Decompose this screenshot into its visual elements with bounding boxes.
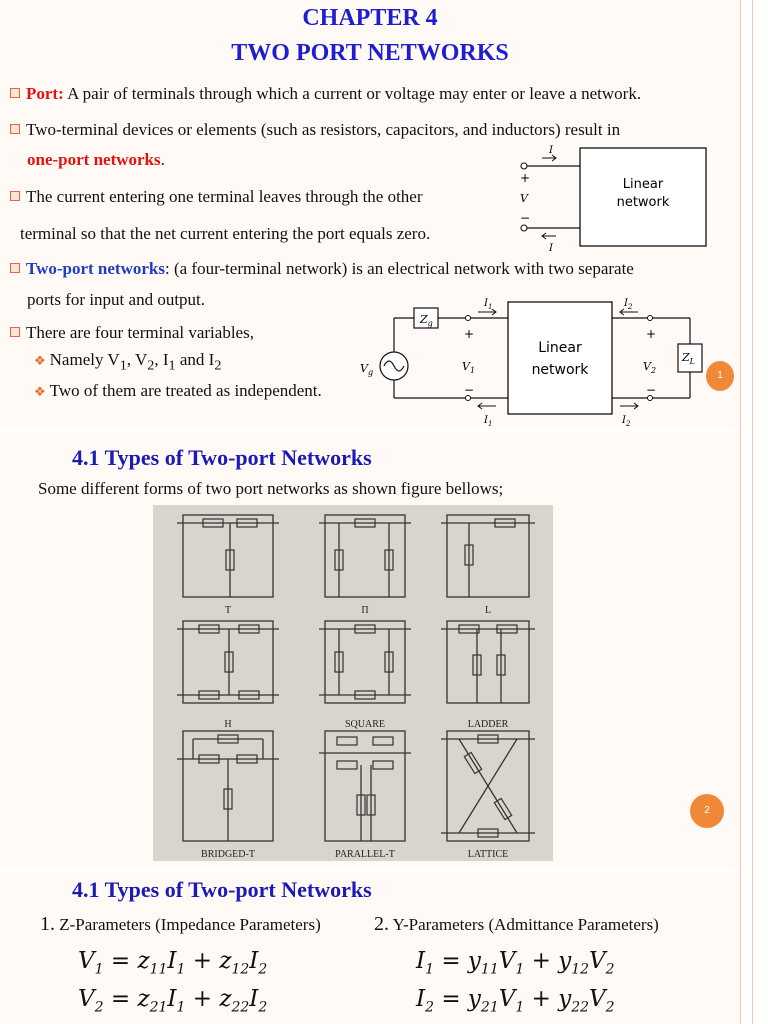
y2-t2-sub: 22 [571,999,590,1016]
two-port-text: : (a four-terminal network) is an electrical network with two separate [164,259,634,278]
two-terminal-text: Two-terminal devices or elements (such as resistors, capacitors, and inductors) result in [26,120,621,139]
one-port-network-diagram [512,142,718,254]
figure-caption: Π [361,605,369,616]
figure-caption: PARALLEL-T [335,849,395,860]
diamond-bullet-icon: ❖ [34,353,46,368]
network-forms-figure [153,505,553,861]
port-definition [10,84,641,104]
independent-line [34,381,322,401]
arrow-left-icon [542,233,556,239]
v1-subscript: 1 [469,366,476,375]
page-number-badge-partial: 1 [706,361,734,391]
namely-and: and I [175,350,215,369]
terminal-1a [466,316,471,321]
y2-t2: y [558,986,572,1012]
y2-t1-sub: 21 [480,999,499,1016]
z1-t1-sub: 11 [149,961,168,978]
sub-v1: 1 [119,357,127,374]
z1-lhs: V [78,948,95,974]
z1-t1-var: I [167,948,177,974]
figure-caption: LADDER [467,719,509,730]
y2-t1-var-sub: 1 [515,999,525,1016]
y-equation-2 [416,986,615,1016]
one-port-suffix: . [160,150,165,169]
z1-lhs-sub: 1 [94,961,104,978]
z-parameters-title [40,913,321,936]
i2-top-symbol: I [624,298,628,309]
z1-t2-var-sub: 2 [258,961,268,978]
slide-3 [0,872,740,1024]
v2-label [643,360,656,375]
y1-lhs: I [416,948,426,974]
z2-lhs-sub: 2 [94,999,104,1016]
v2-symbol: V [643,360,651,373]
two-port-box-label-1: Linear [538,340,582,356]
four-variables-line [10,323,254,343]
v1-label [462,360,475,375]
y1-t1-sub: 11 [480,961,499,978]
z1-t2: z [219,948,232,974]
network-forms-svg [153,505,553,861]
current-bottom-label: I [549,243,553,254]
minus-sign-2: − [646,383,657,397]
two-terminal-line [10,120,620,140]
two-port-term: Two-port networks [26,259,165,278]
figure-caption: L [484,605,492,616]
current-top-label: I [549,145,553,156]
z-equation-2 [78,986,267,1016]
y1-t1-var: V [498,948,516,974]
current-line-1 [10,187,423,207]
i1-top-symbol: I [484,298,488,309]
zg-subscript: g [427,319,433,328]
i2-bottom-subscript: 2 [625,420,631,428]
arrow-left-icon [478,403,496,409]
z2-eq: = [103,986,138,1012]
vg-symbol: V [360,362,368,375]
y2-t1: y [467,986,481,1012]
namely-sep1: , V [126,350,148,369]
port-text: A pair of terminals through which a current or voltage may enter or leave a network. [63,84,642,103]
y2-eq: = [434,986,468,1012]
y1-plus: + [524,948,559,974]
two-port-box-label-2: network [531,362,589,378]
paper-background [153,505,553,861]
y2-t1-var: V [498,986,516,1012]
right-rail-line [740,0,741,1024]
y1-eq: = [434,948,468,974]
sub-i1: 1 [168,357,176,374]
figure-caption: H [224,719,232,730]
v1-symbol: V [462,360,470,373]
slide-1 [0,0,740,428]
box-label-2: network [616,195,670,210]
y1-t1-var-sub: 1 [515,961,525,978]
minus-sign-1: − [464,383,475,397]
z1-plus: + [185,948,220,974]
sub-v2: 2 [147,357,155,374]
zg-symbol: Z [420,313,428,326]
i1-top-label [483,298,492,311]
terminal-2a [648,316,653,321]
arrow-right-icon [620,403,638,409]
z2-t1-sub: 21 [149,999,168,1016]
y-equation-1 [416,948,615,978]
two-port-line-2: ports for input and output. [27,290,206,309]
z2-t2-var-sub: 2 [258,999,268,1016]
i1-bottom-symbol: I [484,415,488,426]
z2-t1-var: I [167,986,177,1012]
square-bullet-icon [10,263,20,273]
figure-caption: T [224,605,232,616]
two-port-line [10,259,634,279]
y2-lhs: I [416,986,426,1012]
square-bullet-icon [10,88,20,98]
z1-eq: = [103,948,138,974]
y-number: 2. [374,913,389,935]
chapter-title: CHAPTER 4 [302,5,438,31]
y2-t2-var-sub: 2 [605,999,615,1016]
i1-top-subscript: 1 [487,303,493,311]
zl-symbol: Z [682,351,690,364]
i1-bottom-subscript: 1 [487,420,493,428]
y1-t2-sub: 12 [571,961,590,978]
y1-lhs-sub: 1 [425,961,435,978]
four-variables-text: There are four terminal variables, [26,323,254,342]
plus-sign-1: + [464,327,475,341]
z2-t1-var-sub: 1 [176,999,186,1016]
i1-bottom-label [483,415,492,428]
current-text-1: The current entering one terminal leaves through the other [26,187,423,206]
y2-t2-var: V [589,986,606,1012]
square-bullet-icon [10,327,20,337]
section-intro: Some different forms of two port networks as shown figure bellows; [38,479,504,498]
y1-t2: y [558,948,572,974]
z-equation-1 [78,948,267,978]
zl-subscript: L [689,357,695,366]
namely-sep2: , I [154,350,169,369]
namely-line [34,350,221,374]
z2-plus: + [185,986,220,1012]
y1-t1: y [467,948,481,974]
i2-bottom-label [621,415,631,428]
i2-bottom-symbol: I [622,415,626,426]
two-port-network-diagram [358,294,706,428]
section-heading-2: 4.1 Types of Two-port Networks [72,877,372,902]
box-label-1: Linear [622,177,664,192]
voltage-label: V [520,192,528,205]
square-bullet-icon [10,124,20,134]
y1-t2-var-sub: 2 [605,961,615,978]
namely-text: Namely V [49,350,120,369]
z2-t2-sub: 22 [231,999,250,1016]
y-parameters-title [374,913,659,936]
chapter-subtitle: TWO PORT NETWORKS [231,40,509,66]
sub-i2: 2 [214,357,222,374]
z2-t2-var: I [249,986,259,1012]
page-number-badge: 2 [690,794,724,828]
z-number: 1. [40,913,55,935]
plus-sign: + [520,171,531,185]
z1-t1-var-sub: 1 [176,961,186,978]
y2-plus: + [524,986,559,1012]
z-label: Z-Parameters (Impedance Parameters) [55,915,321,934]
i2-top-label [623,298,633,311]
square-bullet-icon [10,191,20,201]
independent-text: Two of them are treated as independent. [49,381,322,400]
y-label: Y-Parameters (Admittance Parameters) [389,915,659,934]
figure-caption: LATTICE [467,849,509,860]
vg-label [360,362,373,377]
z2-t2: z [219,986,232,1012]
port-term: Port: [26,84,64,103]
v2-subscript: 2 [650,366,657,375]
minus-sign: − [520,211,531,225]
plus-sign-2: + [646,327,657,341]
y2-lhs-sub: 2 [425,999,435,1016]
one-port-term: one-port networks [27,150,161,169]
terminal-bottom [521,225,527,231]
z1-t2-sub: 12 [231,961,250,978]
z2-lhs: V [78,986,95,1012]
i2-top-subscript: 2 [627,303,633,311]
y1-t2-var: V [589,948,606,974]
two-port-box [508,302,612,414]
diamond-bullet-icon: ❖ [34,384,46,399]
section-heading: 4.1 Types of Two-port Networks [72,445,372,470]
one-port-line [27,150,165,170]
vg-subscript: g [367,368,374,377]
z1-t2-var: I [249,948,259,974]
z1-t1: z [137,948,150,974]
right-rail-line [752,0,753,1024]
terminal-top [521,163,527,169]
z2-t1: z [137,986,150,1012]
figure-caption: SQUARE [344,719,386,730]
current-line-2: terminal so that the net current entering the port equals zero. [20,224,431,243]
figure-caption: BRIDGED-T [201,849,255,860]
